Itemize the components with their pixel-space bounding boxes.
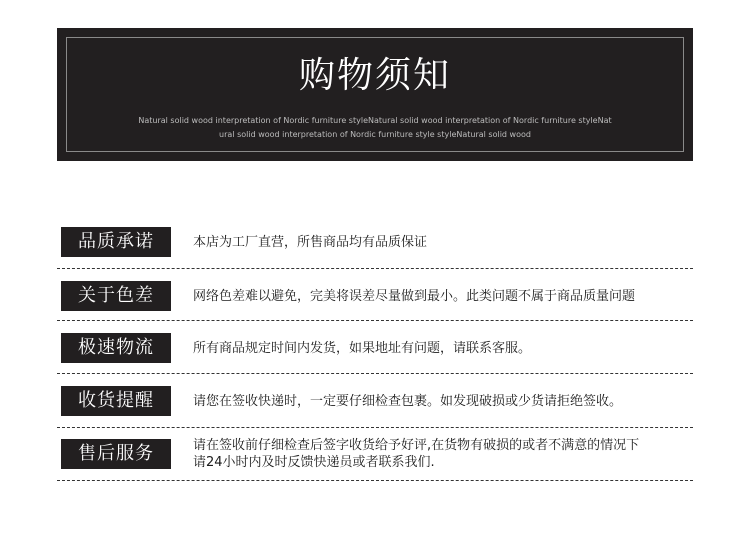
section-text-line-1: 请您在签收快递时，一定要仔细检查包裹。如发现破损或少货请拒绝签收。 bbox=[193, 394, 623, 409]
dashed-divider bbox=[57, 480, 693, 481]
dashed-divider bbox=[57, 427, 693, 428]
dashed-divider bbox=[57, 373, 693, 374]
section-text bbox=[193, 437, 639, 471]
section-text-line-1: 所有商品规定时间内发货，如果地址有问题，请联系客服。 bbox=[193, 341, 532, 356]
section-text-line-1: 本店为工厂直营，所售商品均有品质保证 bbox=[193, 235, 428, 250]
section-label: 收货提醒 bbox=[61, 386, 171, 416]
section-text bbox=[193, 340, 531, 357]
dashed-divider bbox=[57, 320, 693, 321]
banner-subtitle-line-2: ural solid wood interpretation of Nordic furniture style styleNatural solid wood bbox=[219, 130, 531, 139]
section-text-line-2: 请24小时内及时反馈快递员或者联系我们. bbox=[193, 455, 435, 470]
section-label: 品质承诺 bbox=[61, 227, 171, 257]
section-text-line-1: 请在签收前仔细检查后签字收货给予好评,在货物有破损的或者不满意的情况下 bbox=[193, 438, 640, 453]
section-label: 售后服务 bbox=[61, 439, 171, 469]
section-text bbox=[193, 234, 427, 251]
section-label: 极速物流 bbox=[61, 333, 171, 363]
banner-subtitle-line-1: Natural solid wood interpretation of Nordic furniture styleNatural solid wood interpretation of Nordic furniture styleNat bbox=[138, 116, 612, 125]
page-title: 购物须知 bbox=[298, 55, 451, 96]
header-banner bbox=[57, 28, 693, 161]
section-text-line-1: 网络色差难以避免，完美将误差尽量做到最小。此类问题不属于商品质量问题 bbox=[193, 289, 636, 304]
banner-subtitle bbox=[57, 114, 693, 142]
section-label: 关于色差 bbox=[61, 281, 171, 311]
section-text bbox=[193, 393, 622, 410]
dashed-divider bbox=[57, 268, 693, 269]
section-text bbox=[193, 288, 635, 305]
